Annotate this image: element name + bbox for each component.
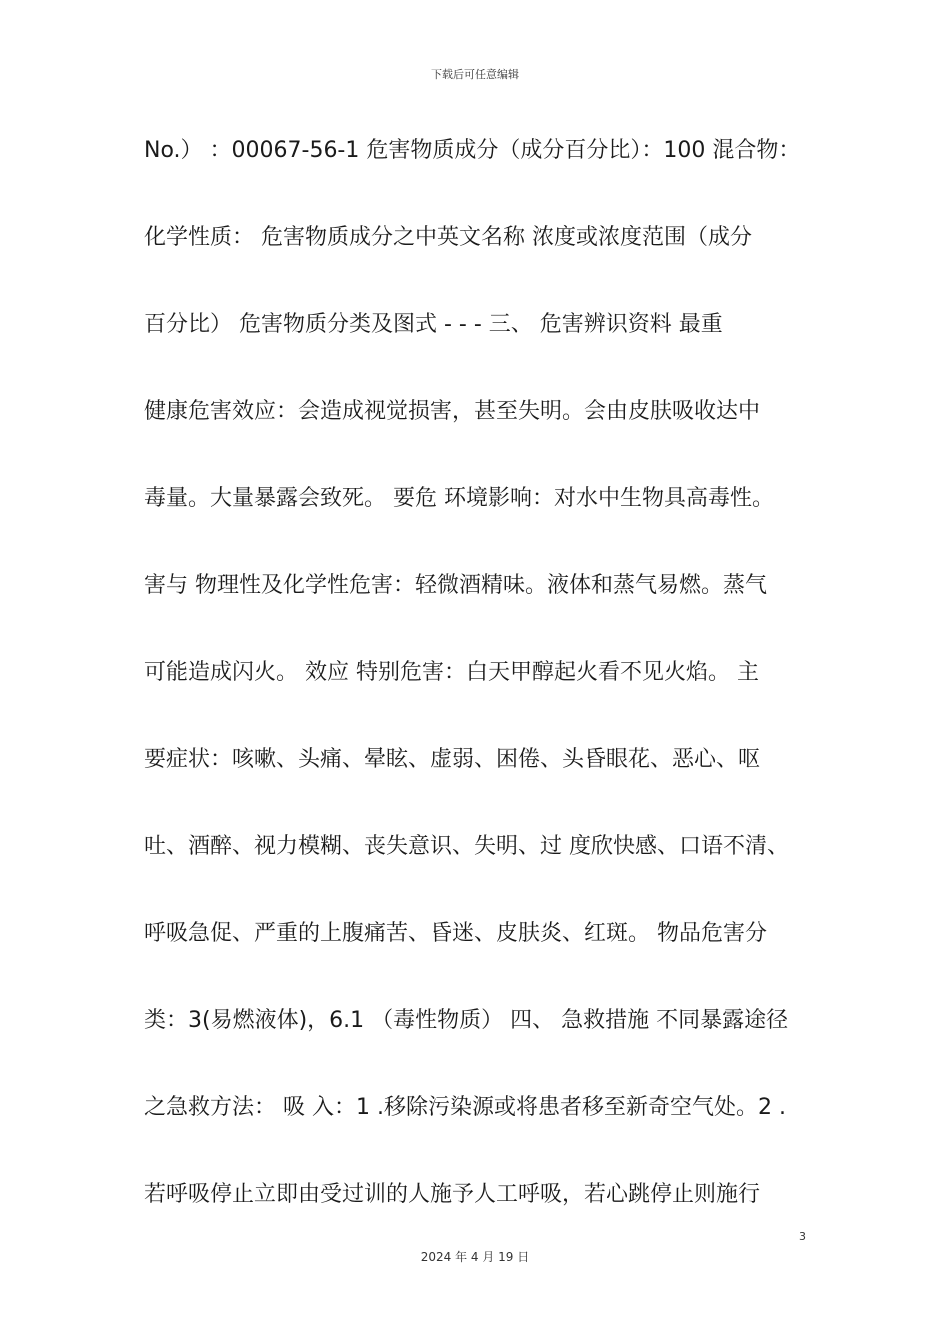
page-header: 下载后可任意编辑 bbox=[431, 68, 519, 81]
body-line-3: 百分比） 危害物质分类及图式 - - - 三、 危害辨识资料 最重 bbox=[144, 312, 723, 337]
body-line-10: 呼吸急促、严重的上腹痛苦、昏迷、皮肤炎、红斑。 物品危害分 bbox=[144, 921, 767, 946]
page-footer-date: 2024 年 4 月 19 日 bbox=[420, 1250, 530, 1264]
page-number: 3 bbox=[799, 1230, 806, 1243]
body-line-1: No.） ：00067-56-1 危害物质成分（成分百分比）：100 混合物： bbox=[144, 138, 801, 163]
body-line-9: 吐、酒醉、视力模糊、丧失意识、失明、过 度欣快感、口语不清、 bbox=[144, 834, 789, 859]
body-line-6: 害与 物理性及化学性危害：轻微酒精味。液体和蒸气易燃。蒸气 bbox=[144, 573, 767, 598]
body-line-11: 类：3(易燃液体)，6.1 （毒性物质） 四、 急救措施 不同暴露途径 bbox=[144, 1008, 789, 1033]
body-line-13: 若呼吸停止立即由受过训的人施予人工呼吸，若心跳停止则施行 bbox=[144, 1182, 761, 1207]
body-line-2: 化学性质： 危害物质成分之中英文名称 浓度或浓度范围（成分 bbox=[144, 225, 752, 250]
body-line-4: 健康危害效应：会造成视觉损害，甚至失明。会由皮肤吸收达中 bbox=[144, 399, 761, 424]
body-line-5: 毒量。大量暴露会致死。 要危 环境影响：对水中生物具高毒性。 bbox=[144, 486, 774, 511]
body-line-12: 之急救方法： 吸 入：1 .移除污染源或将患者移至新奇空气处。2 . bbox=[144, 1095, 786, 1120]
body-line-8: 要症状：咳嗽、头痛、晕眩、虚弱、困倦、头昏眼花、恶心、呕 bbox=[144, 747, 761, 772]
body-line-7: 可能造成闪火。 效应 特别危害：白天甲醇起火看不见火焰。 主 bbox=[144, 660, 759, 685]
